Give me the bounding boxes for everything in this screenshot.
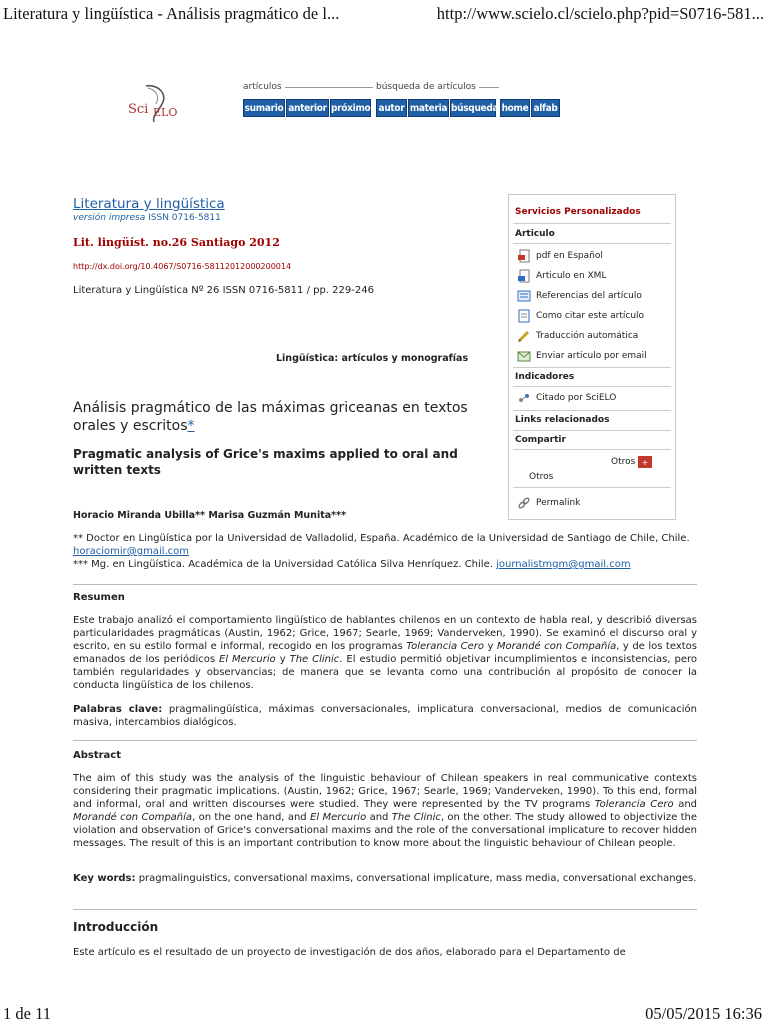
- title-footnote-link[interactable]: *: [187, 418, 195, 434]
- sidebar-item-xml[interactable]: [517, 269, 606, 283]
- author-notes: [73, 532, 697, 571]
- citation-chart-icon: [517, 391, 531, 405]
- sidebar-item-citado[interactable]: [517, 391, 616, 405]
- key-words-text: pragmalinguistics, conversational maxims, conversational implicature, mass media, conversational exchanges.: [135, 873, 697, 884]
- palabras-clave-label: Palabras clave:: [73, 704, 163, 715]
- scielo-logo[interactable]: [118, 82, 188, 122]
- sidebar-links-heading[interactable]: Links relacionados: [515, 415, 610, 425]
- resumen-text: [73, 614, 697, 692]
- author-note-2-text: *** Mg. en Lingüística. Académica de la Universidad Católica Silva Henríquez. Chile.: [73, 559, 493, 570]
- abstract-prog2: Morandé con Compañía: [73, 812, 193, 823]
- sidebar-divider: [513, 487, 671, 488]
- authors-line: Horacio Miranda Ubilla** Marisa Guzmán Munita***: [73, 510, 347, 521]
- nav-group-articles: [243, 82, 373, 92]
- email-link-1[interactable]: horaciomir@gmail.com: [73, 546, 190, 557]
- intro-text: Este artículo es el resultado de un proyecto de investigación de dos años, elaborado para el Departamento de: [73, 947, 626, 958]
- journal-title-link[interactable]: Literatura y lingüística: [73, 196, 225, 212]
- abstract-conj2: and: [366, 812, 392, 823]
- translate-pen-icon: [517, 329, 531, 343]
- journal-version: [73, 213, 221, 223]
- author-note-1: [73, 532, 697, 558]
- sidebar-divider: [513, 243, 671, 244]
- author-note-2: [73, 558, 697, 571]
- logo-sci: Sci: [128, 102, 149, 117]
- sidebar-item-label: Enviar articulo por email: [536, 351, 647, 361]
- abstract-text: [73, 772, 697, 850]
- nav-anterior-button[interactable]: anterior: [286, 99, 329, 117]
- resumen-prog1: Tolerancia Cero: [406, 641, 484, 652]
- nav-materia-button[interactable]: materia: [408, 99, 449, 117]
- nav-home-button[interactable]: home: [500, 99, 530, 117]
- nav-group-search-label: búsqueda de artículos: [376, 82, 476, 92]
- key-words-label: Key words:: [73, 873, 136, 884]
- nav-autor-button[interactable]: autor: [376, 99, 407, 117]
- sidebar-item-label: pdf en Español: [536, 251, 603, 261]
- print-datetime: 05/05/2015 16:36: [645, 1004, 762, 1023]
- key-words: [73, 872, 697, 885]
- doi-link[interactable]: http://dx.doi.org/10.4067/S0716-58112012000200014: [73, 262, 292, 271]
- nav-group-search: [376, 82, 499, 92]
- sidebar-articulo-heading: Articulo: [515, 229, 555, 239]
- sidebar-divider: [513, 386, 671, 387]
- sidebar-title: Servicios Personalizados: [515, 207, 641, 217]
- email-icon: [517, 349, 531, 363]
- resumen-heading: Resumen: [73, 592, 125, 603]
- print-page-count: 1 de 11: [3, 1004, 51, 1023]
- sidebar-divider: [513, 430, 671, 431]
- services-sidebar: [508, 194, 676, 520]
- print-header: [0, 0, 768, 32]
- resumen-conj2: y: [275, 654, 290, 665]
- sidebar-compartir-heading: Compartir: [515, 435, 566, 445]
- palabras-clave: [73, 703, 697, 729]
- resumen-p2: , y de los textos emanados de los periódicos: [73, 641, 697, 665]
- permalink-icon: [517, 496, 531, 510]
- sidebar-item-label: Permalink: [536, 498, 581, 508]
- nav-proximo-button[interactable]: próximo: [330, 99, 371, 117]
- divider: [73, 584, 697, 585]
- sidebar-item-pdf[interactable]: [517, 249, 603, 263]
- sidebar-item-label: Citado por SciELO: [536, 393, 617, 403]
- abstract-paper1: El Mercurio: [310, 812, 367, 823]
- sidebar-divider: [513, 410, 671, 411]
- share-otros-button[interactable]: [611, 455, 652, 469]
- share-plus-icon: [638, 455, 652, 469]
- sidebar-item-label: Articulo en XML: [536, 271, 607, 281]
- sidebar-indicadores-heading: Indicadores: [515, 372, 575, 382]
- palabras-clave-text: pragmalingüística, máximas conversacionales, implicatura conversacional, medios de comunicación masiva, intercambios dialógicos.: [73, 704, 697, 728]
- references-icon: [517, 289, 531, 303]
- sidebar-divider: [513, 367, 671, 368]
- print-page-title: Literatura y lingüística - Análisis pragmático de l...: [3, 4, 340, 23]
- journal-issue: Lit. lingüíst. no.26 Santiago 2012: [73, 236, 280, 249]
- abstract-p1: The aim of this study was the analysis of the linguistic behaviour of Chilean speakers in real communicative contexts considering their pragmatic implications. (Austin, 1962; Grice, 1967; Searle, 1969; Vanderveken, 1990). To this end, formal and informal, oral and written discourses were studied. They were represented by the TV programs: [73, 773, 697, 810]
- section-label: Lingüística: artículos y monografías: [276, 353, 469, 364]
- logo-elo: ELO: [153, 106, 178, 119]
- abstract-prog1: Tolerancia Cero: [594, 799, 674, 810]
- abstract-heading: Abstract: [73, 750, 122, 761]
- print-url: http://www.scielo.cl/scielo.php?pid=S0716-581...: [436, 4, 764, 23]
- nav-busqueda-button[interactable]: búsqueda: [450, 99, 496, 117]
- xml-icon: [517, 269, 531, 283]
- resumen-p3: . El estudio permitió objetivar incumplimientos e inconsistencias, pero también regularidades y observancias; de manera que se levanta como una contribución al propósito de conocer la conducta lingüística de los chilenos.: [73, 654, 697, 691]
- version-label: versión impresa: [73, 213, 146, 223]
- resumen-paper2: The Clinic: [289, 654, 340, 665]
- email-link-2[interactable]: journalistmgm@gmail.com: [496, 559, 631, 570]
- resumen-conj1: y: [483, 641, 497, 652]
- abstract-p2: , on the one hand, and: [192, 812, 311, 823]
- sidebar-divider: [513, 449, 671, 450]
- abstract-paper2: The Clinic: [391, 812, 441, 823]
- intro-heading: Introducción: [73, 920, 159, 934]
- sidebar-item-translate[interactable]: [517, 329, 638, 343]
- sidebar-item-email[interactable]: [517, 349, 647, 363]
- cite-document-icon: [517, 309, 531, 323]
- sidebar-item-references[interactable]: [517, 289, 642, 303]
- svg-text:+: +: [641, 458, 649, 467]
- article-title-en: Pragmatic analysis of Grice's maxims applied to oral and written texts: [73, 447, 458, 477]
- article-title-es-text: Análisis pragmático de las máximas griceanas en textos orales y escritos: [73, 400, 468, 434]
- sidebar-item-cite[interactable]: [517, 309, 644, 323]
- sidebar-item-label: Como citar este artículo: [536, 311, 645, 321]
- divider: [73, 909, 697, 910]
- journal-issn: ISSN 0716-5811: [148, 213, 221, 223]
- nav-group-articles-label: artículos: [243, 82, 282, 92]
- print-footer: [0, 1000, 768, 1024]
- resumen-prog2: Morandé con Compañía: [496, 641, 617, 652]
- abstract-conj1: and: [673, 799, 698, 810]
- share-otros-text[interactable]: Otros: [529, 472, 554, 482]
- sidebar-divider: [513, 223, 671, 224]
- resumen-p1: Este trabajo analizó el comportamiento lingüístico de hablantes chilenos en un contexto de habla real, y describió diversas particularidades pragmáticas (Austin, 1962; Grice, 1967; Searle, 1969; Vanderveken, 1990). Se examinó el discurso oral y escrito, en su estilo formal e informal, recogido en los programas: [73, 615, 697, 652]
- resumen-paper1: El Mercurio: [219, 654, 276, 665]
- nav-sumario-button[interactable]: sumario: [243, 99, 285, 117]
- citation-line: Literatura y Lingüística Nº 26 ISSN 0716-5811 / pp. 229-246: [73, 285, 374, 296]
- share-otros-label: Otros: [611, 457, 636, 467]
- sidebar-item-label: Traducción automática: [536, 331, 639, 341]
- sidebar-item-permalink[interactable]: [517, 496, 580, 510]
- divider: [73, 740, 697, 741]
- nav-alfab-button[interactable]: alfab: [531, 99, 560, 117]
- author-note-1-text: ** Doctor en Lingüística por la Universidad de Valladolid, España. Académico de la Universidad de Santiago de Chile, Chile.: [73, 533, 690, 544]
- abstract-p3: , on the other. The study allowed to objectivize the violation and observation of Grice's conversational maxims and the role of the conversational implicature to recover hidden messages. The result of this is an important contribution to know more about the linguistic behaviour of Chilean people.: [73, 812, 698, 849]
- sidebar-item-label: Referencias del artículo: [536, 291, 642, 301]
- pdf-icon: [517, 249, 531, 263]
- article-title-es: [73, 399, 503, 435]
